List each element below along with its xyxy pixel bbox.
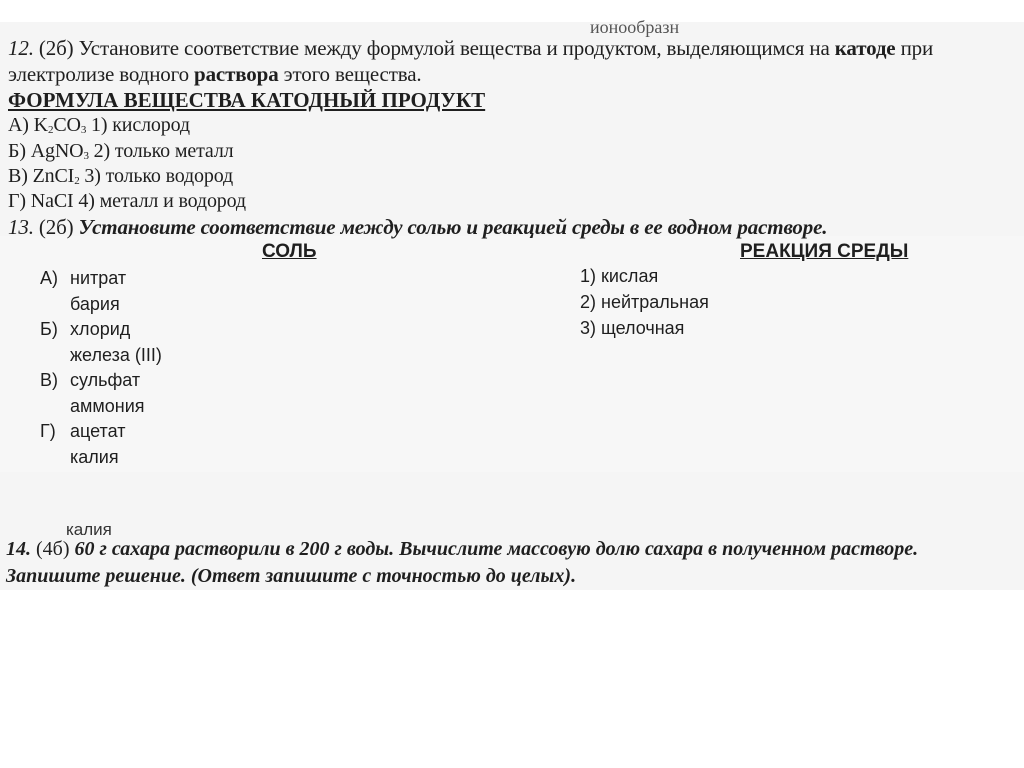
question-12-text-b: при [900, 36, 934, 60]
environment-column-header: РЕАКЦИЯ СРЕДЫ [740, 241, 909, 262]
row-letter: В) [8, 165, 28, 187]
question-12-row [8, 114, 190, 137]
salt-line-2: железа (III) [70, 344, 162, 365]
cropped-text-bottom [66, 516, 112, 526]
salt-letter: Г) [40, 421, 56, 441]
question-12-number: 12. [8, 36, 34, 60]
question-12-row [8, 140, 233, 163]
salt-letter: В) [40, 370, 58, 390]
salt-letter: А) [40, 268, 58, 288]
environment-item: 2) нейтральная [580, 292, 709, 312]
environment-item: 3) щелочная [580, 318, 685, 338]
salt-item [40, 368, 145, 419]
question-12-row [8, 190, 246, 213]
question-12-text-a: Установите соответствие между формулой вещества и продуктом, выделяющимся на [78, 36, 830, 60]
row-formula: NaCI [30, 190, 74, 212]
row-answer: 4) металл и водород [78, 190, 246, 212]
row-formula: ZnCI$_2$ [32, 165, 80, 187]
cropped-text-top [590, 14, 679, 24]
question-13-text: Установите соответствие между солью и реакцией среды в ее водном растворе. [78, 215, 828, 239]
salt-line-2: калия [70, 446, 119, 467]
question-13-line [8, 215, 827, 240]
salt-line-1: нитрат [70, 268, 127, 288]
row-answer: 3) только водород [84, 165, 234, 187]
row-formula: $K_2CO_3$ [33, 114, 87, 136]
question-12-line2-a: электролизе водного [8, 62, 189, 86]
question-12-line-1 [8, 36, 933, 61]
question-14-text-1: 60 г сахара растворили в 200 г воды. Вычислите массовую долю сахара в полученном растворе. [74, 538, 919, 560]
salt-line-2: бария [70, 293, 120, 314]
salt-line-1: ацетат [70, 421, 126, 441]
row-letter: Б) [8, 140, 26, 162]
question-12-bold-solution: раствора [194, 62, 279, 86]
question-14-line-1 [6, 538, 918, 561]
row-letter: А) [8, 114, 29, 136]
salt-item [40, 266, 126, 317]
row-answer: 2) только металл [93, 140, 234, 162]
row-answer: 1) кислород [91, 114, 190, 136]
question-13-points: (2б) [38, 215, 74, 239]
question-12-header: ФОРМУЛА ВЕЩЕСТВА КАТОДНЫЙ ПРОДУКТ [8, 88, 486, 112]
question-14-number: 14. [6, 538, 31, 560]
row-letter: Г) [8, 190, 26, 212]
question-14-line-2 [6, 565, 576, 588]
salt-item [40, 317, 162, 368]
question-12-line2-b: этого вещества. [283, 62, 422, 86]
salt-line-2: аммония [70, 395, 145, 416]
salt-column-header: СОЛЬ [262, 241, 317, 262]
question-12-line-2 [8, 62, 422, 87]
salt-letter: Б) [40, 319, 58, 339]
row-formula: AgNO$_3$ [30, 140, 89, 162]
salt-line-1: хлорид [70, 319, 131, 339]
salt-item [40, 419, 125, 470]
salt-line-1: сульфат [70, 370, 141, 390]
question-12-points: (2б) [38, 36, 74, 60]
question-13-number: 13. [8, 215, 34, 239]
question-14-points: (4б) [36, 538, 70, 560]
environment-item: 1) кислая [580, 266, 659, 286]
question-12-bold-cathode: катоде [834, 36, 896, 60]
question-14-text-2: Запишите решение. (Ответ запишите с точностью до целых). [6, 565, 577, 587]
question-12-row [8, 165, 233, 188]
